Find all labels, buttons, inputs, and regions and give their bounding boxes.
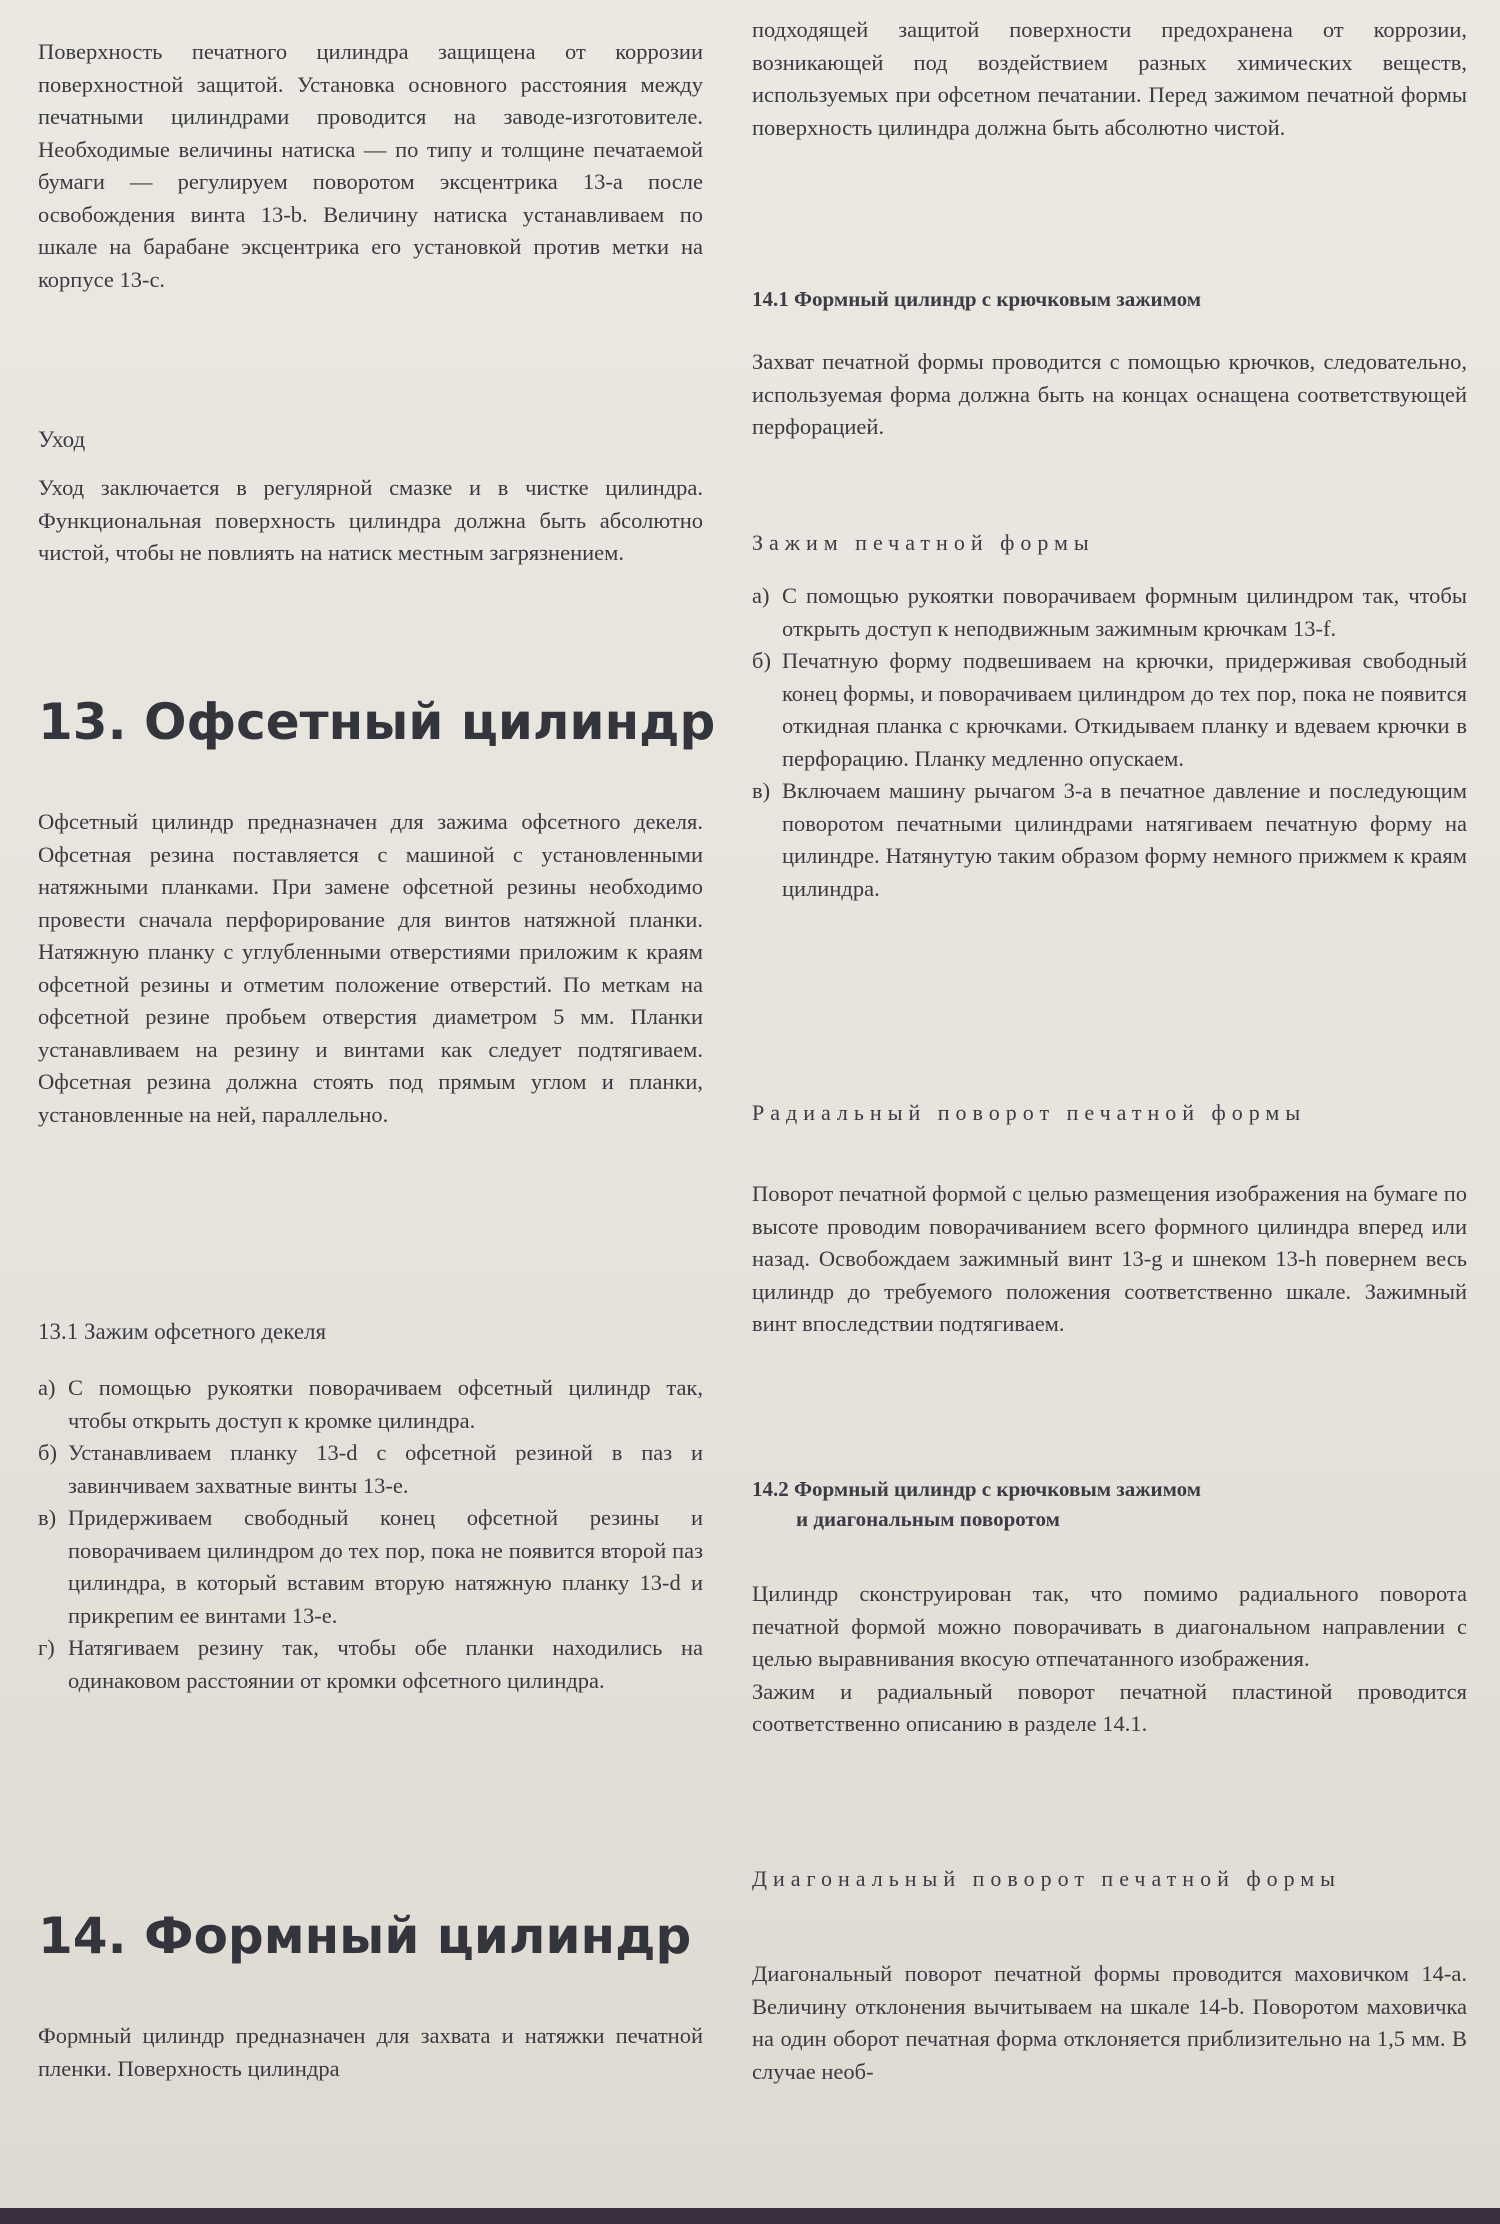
intro-paragraph: Поверхность печатного цилиндра защищена от коррозии поверхностной защитой. Установка основного расстояния между печатными цилиндрами проводится на заводе-изготовителе. Необходимые величины натиска — по типу и толщине печатаемой бумаги — регулируем поворотом эксцентрика 13-а после освобождения винта 13-b. Величину натиска устанавливаем по шкале на барабане эксцентрика его установкой против метки на корпусе 13-с. — [38, 39, 703, 292]
list-item-text: Печатную форму подвешиваем на крючки, придерживая свободный конец формы, и поворачиваем цилиндром до тех пор, пока не появится откидная планка с крючками. Откидываем планку и вдеваем крючки в перфорацию. Планку медленно опускаем. — [782, 648, 1467, 771]
subsection-14-2-paragraph-1: Цилиндр сконструирован так, что помимо радиального поворота печатной формой можно поворачивать в диагональном направлении с целью выравнивания вкосую отпечатанного изображения. — [752, 1581, 1467, 1671]
continuation-paragraph: подходящей защитой поверхности предохранена от коррозии, возникающей под воздействием разных химических веществ, используемых при офсетном печатании. Перед зажимом печатной формы поверхность цилиндра должна быть абсолютно чистой. — [752, 17, 1467, 140]
radial-paragraph: Поворот печатной формой с целью размещения изображения на бумаге по высоте проводим поворачиванием всего формного цилиндра вперед или назад. Освобождаем зажимный винт 13-g и шнеком 13-h повернем весь цилиндр до требуемого положения соответственно шкале. Зажимный винт впоследствии подтягиваем. — [752, 1181, 1467, 1336]
list-item — [752, 580, 1467, 645]
subsection-14-1-paragraph: Захват печатной формы проводится с помощью крючков, следовательно, используемая форма должна быть на концах оснащена соответствующей перфорацией. — [752, 349, 1467, 439]
section-14-heading: 14. Формный цилиндр — [38, 1907, 692, 1965]
diagonal-paragraph: Диагональный поворот печатной формы проводится маховичком 14-а. Величину отклонения вычитываем на шкале 14-b. Поворотом маховичка на один оборот печатная форма отклоняется приблизительно на 1,5 мм. В случае необ- — [752, 1961, 1467, 2084]
section-13-paragraph: Офсетный цилиндр предназначен для зажима офсетного декеля. Офсетная резина поставляется с машиной с установленными натяжными планками. При замене офсетной резины необходимо провести сначала перфорирование для винтов натяжной планки. Натяжную планку с углубленными отверстиями приложим к краям офсетной резины и отметим положение отверстий. По меткам на офсетной резине пробьем отверстия диаметром 5 мм. Планки устанавливаем на резину и винтами как следует подтягиваем. Офсетная резина должна стоять под прямым углом и планки, установленные на ней, параллельно. — [38, 809, 703, 1127]
subsection-13-1-heading: 13.1 Зажим офсетного декеля — [38, 1319, 327, 1344]
section-13-heading: 13. Офсетный цилиндр — [38, 693, 716, 751]
subsection-13-1-list — [38, 1372, 703, 1697]
list-item-text: Устанавливаем планку 13-d с офсетной резиной в паз и завинчиваем захватные винты 13-е. — [68, 1440, 703, 1498]
list-marker: г) — [38, 1635, 55, 1660]
list-item — [38, 1437, 703, 1502]
list-marker: в) — [752, 778, 771, 803]
care-heading: Уход — [38, 427, 86, 452]
subsection-14-2-heading-line2: и диагональным поворотом — [796, 1507, 1060, 1531]
subsection-14-1-heading: 14.1 Формный цилиндр с крючковым зажимом — [752, 287, 1202, 311]
subsection-14-2-heading — [752, 1474, 1467, 1534]
list-marker: в) — [38, 1505, 57, 1530]
subsection-14-2-paragraph-2: Зажим и радиальный поворот печатной пластиной проводится соответственно описанию в разделе 14.1. — [752, 1678, 1467, 1736]
list-marker: а) — [752, 583, 770, 608]
list-marker: б) — [38, 1440, 57, 1465]
care-paragraph: Уход заключается в регулярной смазке и в чистке цилиндра. Функциональная поверхность цилиндра должна быть абсолютно чистой, чтобы не повлиять на натиск местным загрязнением. — [38, 475, 703, 565]
list-item-text: Включаем машину рычагом 3-а в печатное давление и последующим поворотом печатными цилиндрами натягиваем печатную форму на цилиндре. Натянутую таким образом форму немного прижмем к краям цилиндра. — [782, 778, 1467, 901]
list-item-text: С помощью рукоятки поворачиваем формным цилиндром так, чтобы открыть доступ к неподвижным зажимным крючкам 13-f. — [782, 583, 1467, 641]
list-marker: а) — [38, 1375, 56, 1400]
list-item — [38, 1632, 703, 1697]
diagonal-heading: Диагональный поворот печатной формы — [752, 1866, 1341, 1891]
list-item-text: Придерживаем свободный конец офсетной резины и поворачиваем цилиндром до тех пор, пока не появится второй паз цилиндра, в который вставим вторую натяжную планку 13-d и прикрепим ее винтами 13-е. — [68, 1505, 703, 1628]
subsection-14-2-heading-line1: 14.2 Формный цилиндр с крючковым зажимом — [752, 1477, 1202, 1501]
section-14-paragraph: Формный цилиндр предназначен для захвата и натяжки печатной пленки. Поверхность цилиндра — [38, 2023, 703, 2081]
radial-heading: Радиальный поворот печатной формы — [752, 1100, 1307, 1125]
list-item — [752, 775, 1467, 905]
list-item — [752, 645, 1467, 775]
clamp-heading: Зажим печатной формы — [752, 530, 1095, 555]
clamp-list — [752, 580, 1467, 905]
list-item-text: Натягиваем резину так, чтобы обе планки находились на одинаковом расстоянии от кромки офсетного цилиндра. — [68, 1635, 703, 1693]
list-item-text: С помощью рукоятки поворачиваем офсетный цилиндр так, чтобы открыть доступ к кромке цилиндра. — [68, 1375, 703, 1433]
list-marker: б) — [752, 648, 771, 673]
bottom-edge-band — [0, 2208, 1500, 2224]
list-item — [38, 1502, 703, 1632]
list-item — [38, 1372, 703, 1437]
